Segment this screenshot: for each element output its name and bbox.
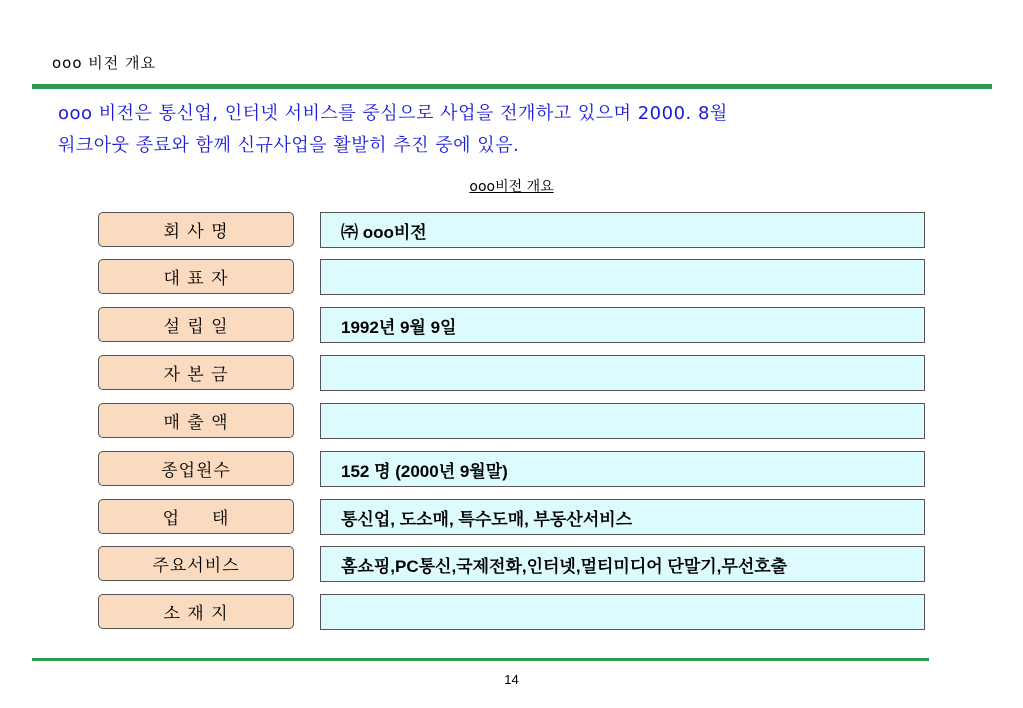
row-company-name <box>98 212 926 247</box>
row-label: 자 본 금 <box>98 355 294 390</box>
row-business-type <box>98 499 926 534</box>
row-label: 업 태 <box>98 499 294 534</box>
row-value-box <box>320 355 925 391</box>
row-value-box <box>320 212 925 248</box>
row-value: 통신업, 도소매, 특수도매, 부동산서비스 <box>341 509 633 529</box>
row-value-box <box>320 451 925 487</box>
row-revenue <box>98 403 926 438</box>
row-employees <box>98 451 926 486</box>
intro-line-1: ooo 비전은 통신업, 인터넷 서비스를 중심으로 사업을 전개하고 있으며 2000. 8월 <box>58 103 728 124</box>
row-value: 152 명 (2000년 9월말) <box>341 461 508 481</box>
table-caption-text: ooo비전 개요 <box>469 179 554 195</box>
row-label: 주요서비스 <box>98 546 294 581</box>
bottom-divider <box>32 658 929 661</box>
row-main-services <box>98 546 926 581</box>
row-label: 설 립 일 <box>98 307 294 342</box>
row-value-box <box>320 499 925 535</box>
row-label: 매 출 액 <box>98 403 294 438</box>
row-founded <box>98 307 926 342</box>
row-value-box <box>320 259 925 295</box>
table-caption <box>0 176 1023 196</box>
page-title: ooo 비전 개요 <box>52 54 157 72</box>
intro-paragraph <box>58 98 958 162</box>
row-label: 종업원수 <box>98 451 294 486</box>
row-capital <box>98 355 926 390</box>
row-value-box <box>320 594 925 630</box>
row-label: 회 사 명 <box>98 212 294 247</box>
row-label: 대 표 자 <box>98 259 294 294</box>
row-value-box <box>320 403 925 439</box>
row-value: 1992년 9월 9일 <box>341 317 457 337</box>
row-value: 홈쇼핑,PC통신,국제전화,인터넷,멀티미디어 단말기,무선호출 <box>341 556 788 576</box>
row-value-box <box>320 546 925 582</box>
row-label: 소 재 지 <box>98 594 294 629</box>
row-value: ㈜ ooo비전 <box>341 222 427 242</box>
intro-line-2: 워크아웃 종료와 함께 신규사업을 활발히 추진 중에 있음. <box>58 135 520 156</box>
top-divider <box>32 84 992 89</box>
row-ceo <box>98 259 926 294</box>
row-value-box <box>320 307 925 343</box>
page-number: 14 <box>504 672 519 687</box>
row-location <box>98 594 926 629</box>
